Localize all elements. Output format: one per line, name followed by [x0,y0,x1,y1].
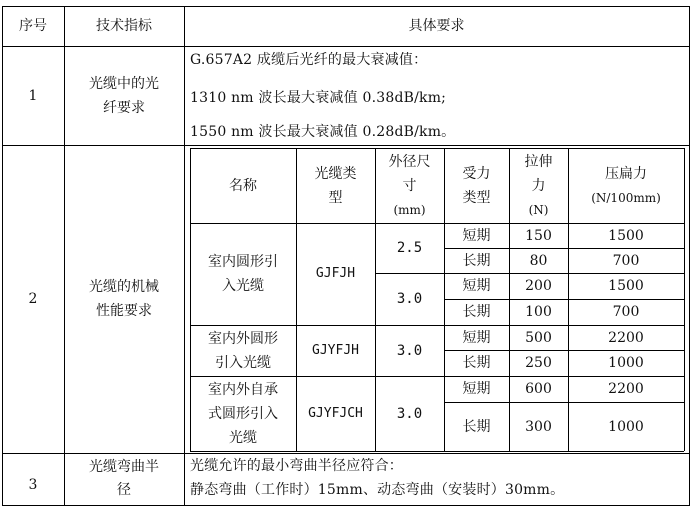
cable-diameter: 3.0 [396,405,423,422]
force-type: 短期 [462,278,491,294]
sub-header-tensile-line: 力 [531,177,546,194]
cable-name-line: 室内圆形引 [208,254,278,270]
sub-header-name-text: 名称 [229,177,257,194]
cable-diameter: 3.0 [396,342,423,359]
cable-name-line: 室内外自承 [208,381,278,398]
crush-value: 700 [612,252,640,269]
row1-no: 1 [28,87,38,104]
cable-diameter: 2.5 [396,240,423,256]
cable-name-line: 式圆形引入 [208,405,278,422]
sub-header-force-line: 受力 [462,165,491,182]
cable-type: GJYFJCH [308,405,363,421]
crush-value: 1000 [608,418,644,435]
crush-value: 1000 [608,355,644,371]
sub-header-crush-line: 压扁力 [605,165,647,182]
cable-type: GJYFJH [312,342,359,358]
row1-requirement-line: G.657A2 成缆后光纤的最大衰减值： [190,52,428,68]
force-type: 长期 [462,252,491,269]
sub-header-force-line: 类型 [462,189,491,206]
row2-no: 2 [28,291,38,307]
sub-header-diameter-line: (mm) [393,202,426,217]
row3-requirement-line: 光缆允许的最小弯曲半径应符合： [190,458,403,474]
row3-indicator-line: 光缆弯曲半 [89,459,159,475]
row1-indicator [64,46,184,145]
force-type: 短期 [462,227,491,244]
cable-name-line: 入光缆 [222,278,264,294]
row2-indicator-line: 光缆的机械 [89,279,159,295]
header-requirement: 具体要求 [408,18,465,34]
cable-name-line: 光缆 [229,429,257,446]
cable-name [190,376,296,451]
sub-header-crush-line: (N/100mm) [591,190,661,205]
row3-no: 3 [28,477,38,493]
crush-value: 700 [612,304,640,320]
sub-header-type-line: 型 [328,189,343,206]
sub-header-diameter-line: 外径尺 [388,153,431,170]
sub-header-tensile-line: (N) [528,202,549,217]
header-no: 序号 [19,18,47,34]
row2-indicator-line: 性能要求 [96,303,152,319]
header-indicator: 技术指标 [96,18,152,34]
sub-header-name [190,148,296,223]
force-type: 长期 [462,355,491,371]
sub-header-diameter [375,148,444,223]
tensile-value: 150 [525,227,552,244]
cable-type: GJFJH [315,266,356,281]
cable-name-line: 室内外圆形 [208,330,278,347]
cable-diameter: 3.0 [396,291,423,307]
row1-requirement-line: 1310 nm 波长最大衰减值 0.38dB/km; [190,90,447,106]
force-type: 短期 [462,329,491,346]
sub-header-tensile [509,148,568,223]
sub-header-tensile-line: 拉伸 [524,153,553,170]
force-type: 长期 [462,418,491,435]
row1-requirement-line: 1550 nm 波长最大衰减值 0.28dB/km。 [190,124,456,140]
cable-name [190,223,296,325]
row3-requirement-line: 静态弯曲（工作时）15mm、动态弯曲（安装时）30mm。 [190,482,565,498]
cable-name [190,325,296,376]
row3-indicator-line: 径 [117,482,131,498]
sub-header-crush [568,148,684,223]
crush-value: 1500 [608,227,644,244]
row2-indicator [64,145,184,453]
tensile-value: 250 [525,355,552,371]
sub-header-diameter-line: 寸 [402,177,417,194]
tensile-value: 100 [525,304,552,320]
row1-indicator-line: 纤要求 [103,99,145,116]
row3-indicator [64,453,184,505]
tensile-value: 600 [525,381,552,397]
force-type: 长期 [462,304,491,320]
crush-value: 1500 [608,278,644,294]
sub-header-force [444,148,509,223]
row1-indicator-line: 光缆中的光 [89,75,159,92]
force-type: 短期 [462,381,491,397]
tensile-value: 80 [529,252,548,269]
tensile-value: 500 [525,329,552,346]
sub-header-type [296,148,375,223]
cable-name-line: 引入光缆 [215,354,271,371]
sub-header-type-line: 光缆类 [314,165,357,182]
tensile-value: 200 [525,278,552,294]
tensile-value: 300 [525,418,552,435]
crush-value: 2200 [608,381,644,397]
crush-value: 2200 [608,329,644,346]
